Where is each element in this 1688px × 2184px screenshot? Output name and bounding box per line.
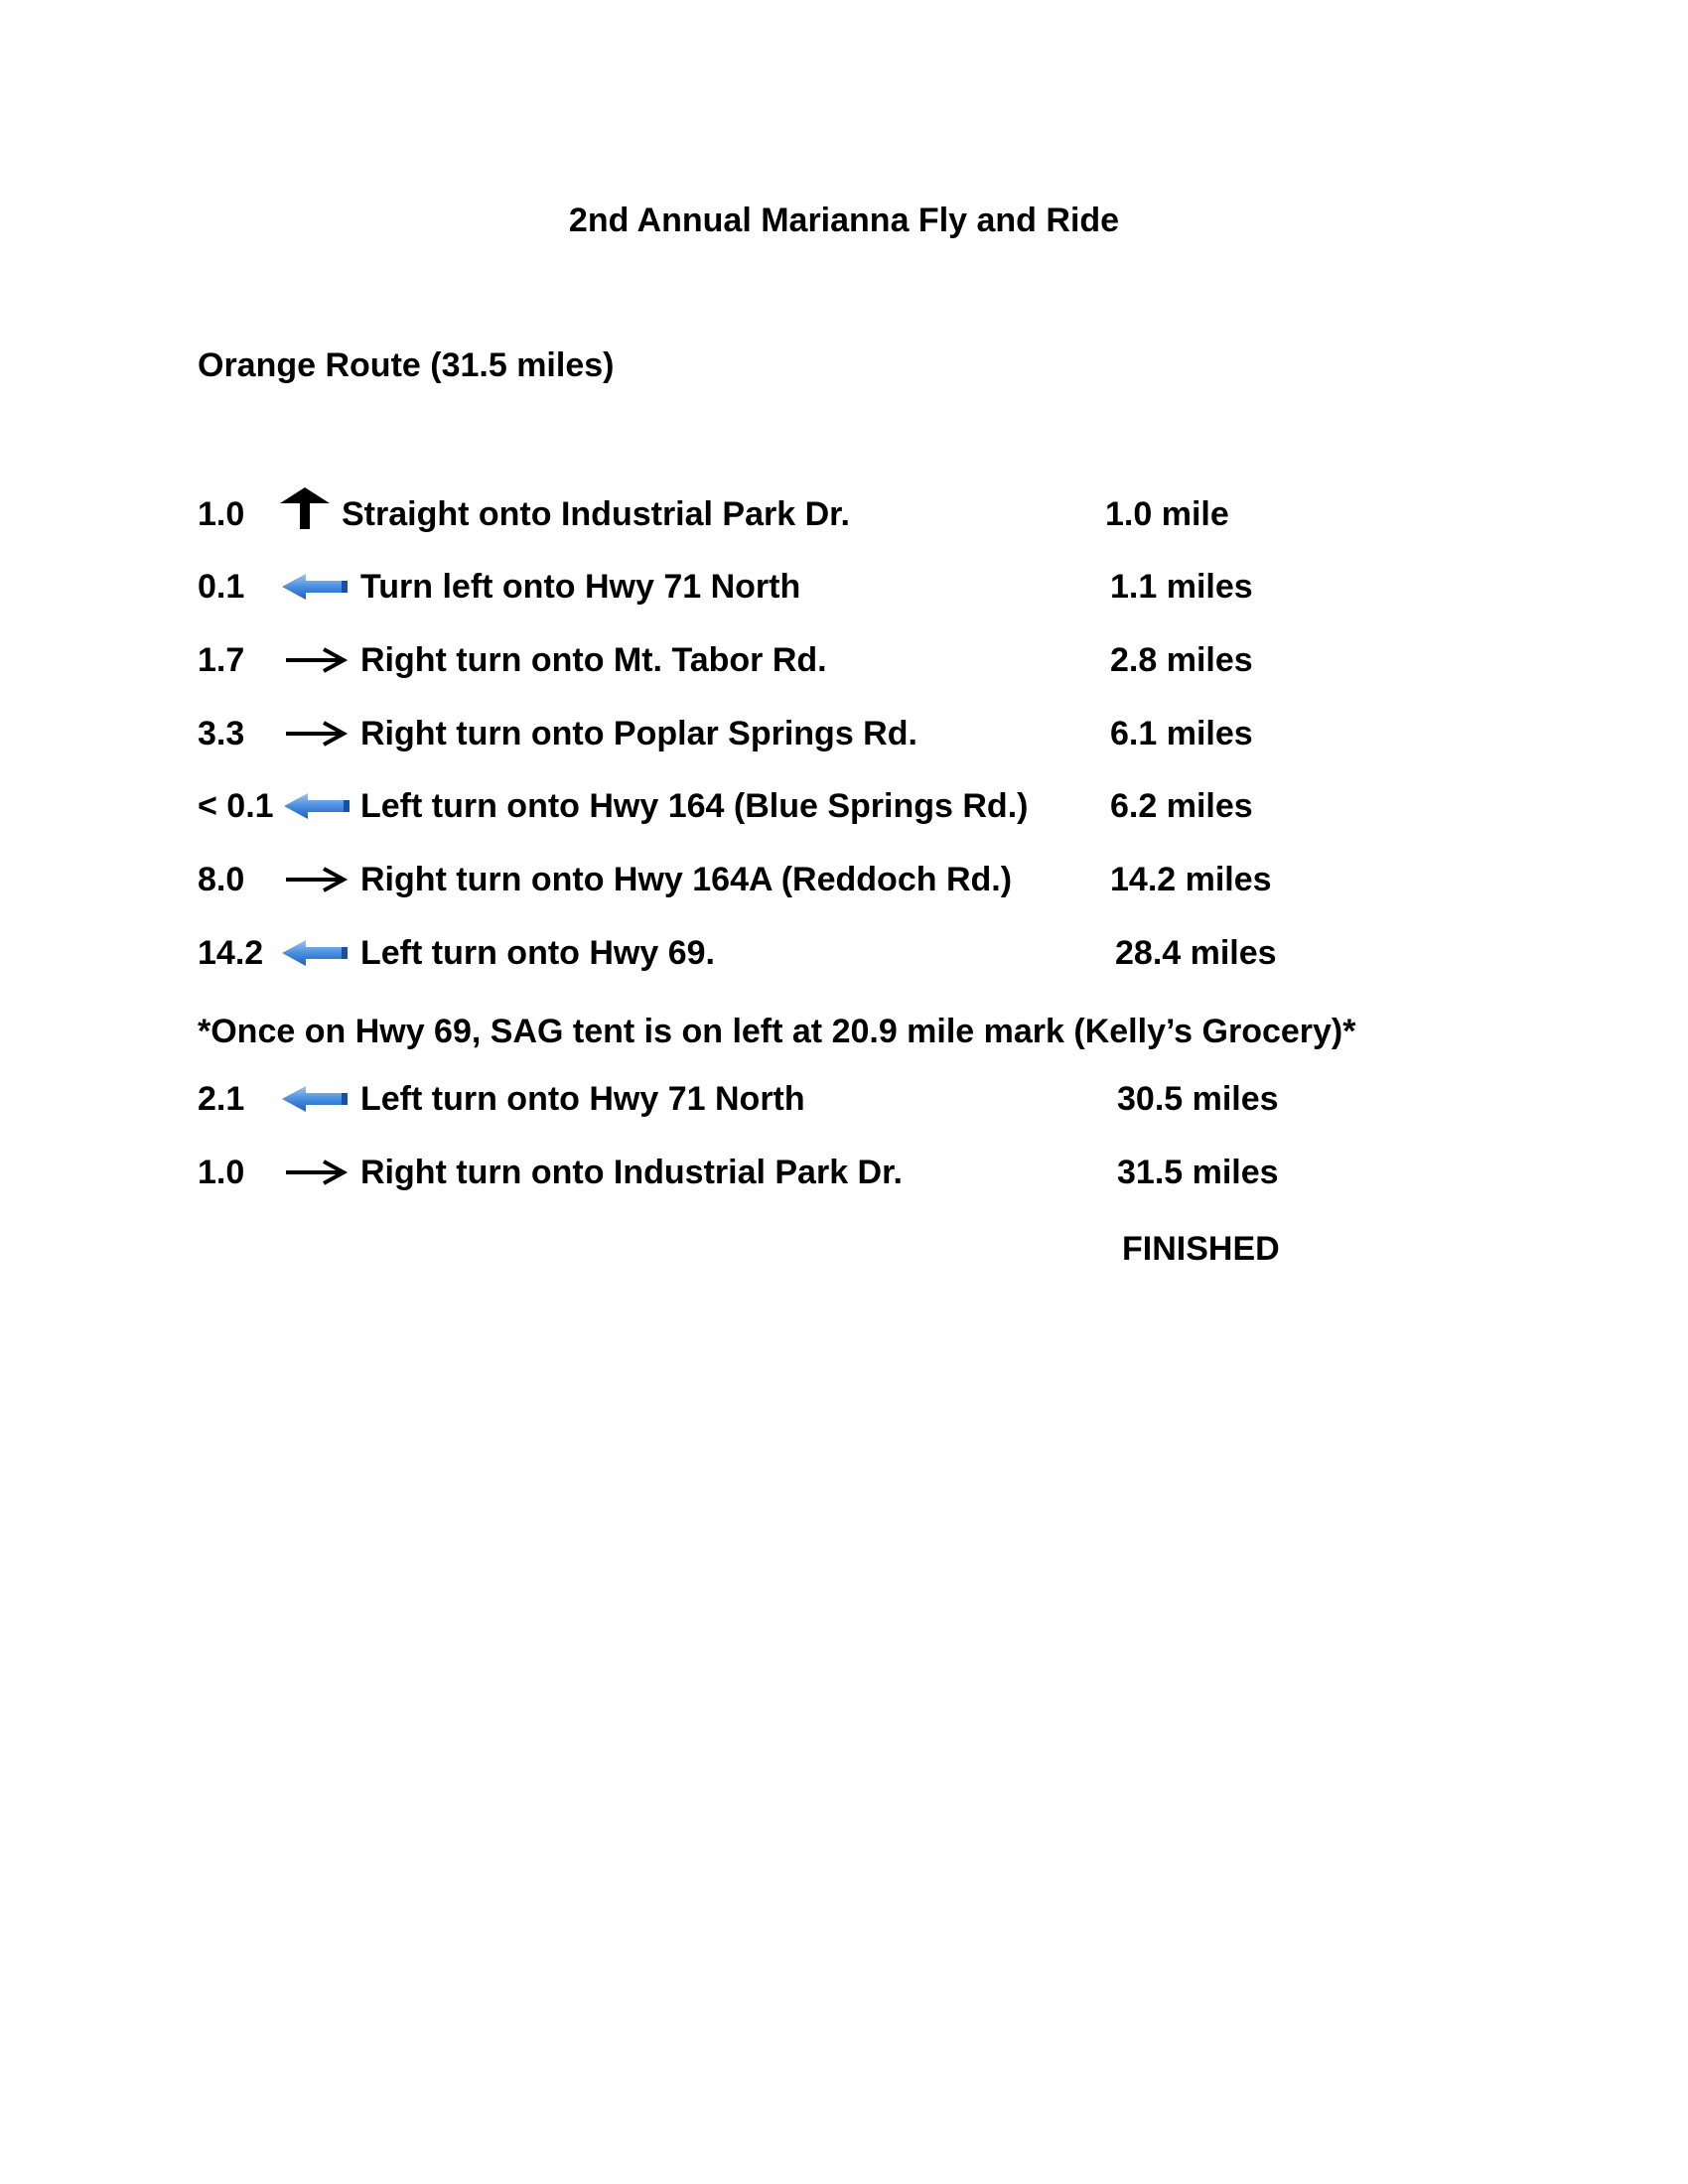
step-cumulative: 30.5 miles: [1117, 1080, 1279, 1118]
cue-row: [0, 781, 1688, 831]
right-arrow-icon: [280, 1148, 350, 1197]
step-instruction: Left turn onto Hwy 71 North: [360, 1080, 805, 1118]
right-arrow-icon: [280, 635, 350, 685]
step-distance: 3.3: [198, 715, 245, 752]
up-arrow-icon: [270, 481, 340, 531]
left-arrow-icon: [280, 1074, 350, 1124]
step-cumulative: 28.4 miles: [1115, 934, 1277, 972]
step-distance: 0.1: [198, 568, 245, 606]
cue-row: [0, 709, 1688, 758]
left-arrow-icon: [282, 781, 352, 831]
step-distance: 1.0: [198, 1154, 245, 1191]
step-cumulative: 14.2 miles: [1110, 861, 1272, 898]
right-arrow-icon: [280, 709, 350, 758]
step-distance: 14.2: [198, 934, 264, 972]
cue-row: [0, 928, 1688, 978]
cue-row: [0, 489, 1688, 539]
step-instruction: Right turn onto Poplar Springs Rd.: [360, 715, 917, 752]
step-distance: 2.1: [198, 1080, 245, 1118]
page-title: 2nd Annual Marianna Fly and Ride: [568, 202, 1120, 239]
step-instruction: Right turn onto Mt. Tabor Rd.: [360, 641, 827, 679]
finished-label: FINISHED: [1122, 1230, 1280, 1268]
step-cumulative: 1.0 mile: [1105, 495, 1229, 533]
step-distance: 1.0: [198, 495, 245, 533]
right-arrow-icon: [280, 855, 350, 904]
step-cumulative: 6.1 miles: [1110, 715, 1253, 752]
step-distance: < 0.1: [198, 787, 274, 825]
left-arrow-icon: [280, 562, 350, 612]
left-arrow-icon: [280, 928, 350, 978]
step-instruction: Right turn onto Industrial Park Dr.: [360, 1154, 903, 1191]
route-name: Orange Route (31.5 miles): [198, 346, 615, 384]
step-cumulative: 31.5 miles: [1117, 1154, 1279, 1191]
step-instruction: Left turn onto Hwy 164 (Blue Springs Rd.): [360, 787, 1029, 825]
cue-row: [0, 635, 1688, 685]
cue-row: [0, 1148, 1688, 1197]
step-cumulative: 6.2 miles: [1110, 787, 1253, 825]
step-distance: 1.7: [198, 641, 245, 679]
step-instruction: Turn left onto Hwy 71 North: [360, 568, 801, 606]
step-cumulative: 1.1 miles: [1110, 568, 1253, 606]
step-instruction: Right turn onto Hwy 164A (Reddoch Rd.): [360, 861, 1013, 898]
cue-row: [0, 855, 1688, 904]
step-instruction: Left turn onto Hwy 69.: [360, 934, 715, 972]
step-instruction: Straight onto Industrial Park Dr.: [342, 495, 850, 533]
cue-row: [0, 1074, 1688, 1124]
step-distance: 8.0: [198, 861, 245, 898]
sag-note: *Once on Hwy 69, SAG tent is on left at 20.9 mile mark (Kelly’s Grocery)*: [198, 1013, 1356, 1050]
cue-row: [0, 562, 1688, 612]
step-cumulative: 2.8 miles: [1110, 641, 1253, 679]
